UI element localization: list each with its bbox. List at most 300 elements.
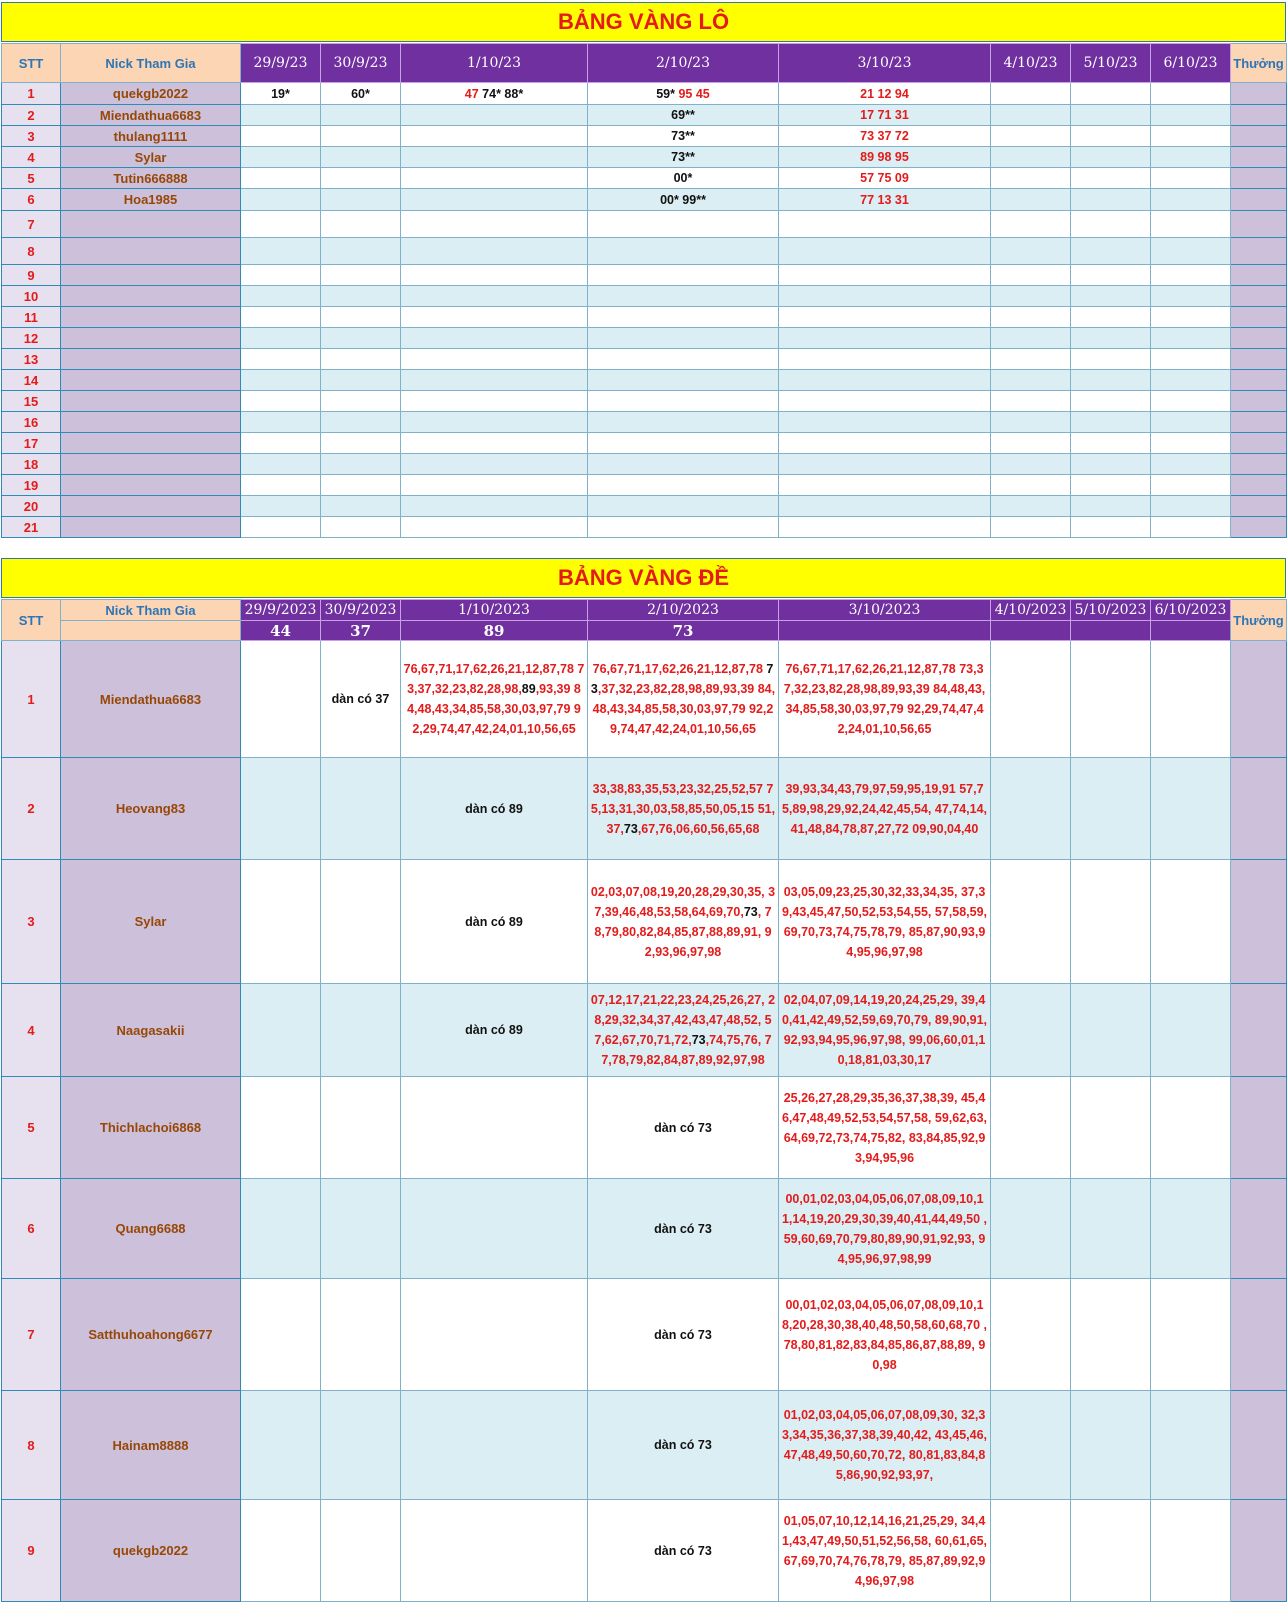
lo-cell	[588, 83, 779, 105]
de-result: 89	[401, 621, 588, 641]
lo-header-date: 30/9/23	[321, 44, 401, 83]
de-cell	[1071, 984, 1151, 1077]
lo-cell-text: 95 45	[675, 86, 710, 101]
lo-cell	[321, 370, 401, 391]
lo-cell	[401, 83, 588, 105]
lo-cell	[779, 168, 991, 189]
lo-cell	[779, 238, 991, 265]
lo-cell	[1151, 433, 1231, 454]
lo-cell	[991, 265, 1071, 286]
de-stt: 8	[2, 1391, 61, 1500]
lo-cell	[241, 433, 321, 454]
lo-thuong	[1231, 496, 1287, 517]
de-thuong	[1231, 1179, 1287, 1279]
lo-nick: Hoa1985	[61, 189, 241, 211]
de-cell	[321, 1391, 401, 1500]
lo-cell	[588, 168, 779, 189]
de-header-date: 4/10/2023	[991, 600, 1071, 621]
de-cell	[779, 1500, 991, 1602]
de-cell	[401, 1391, 588, 1500]
lo-cell	[401, 238, 588, 265]
de-cell	[991, 1179, 1071, 1279]
de-row	[2, 1500, 1287, 1602]
lo-thuong	[1231, 168, 1287, 189]
lo-cell	[321, 286, 401, 307]
lo-header-date: 4/10/23	[991, 44, 1071, 83]
lo-cell	[779, 517, 991, 538]
lo-stt: 14	[2, 370, 61, 391]
lo-thuong	[1231, 126, 1287, 147]
lo-cell-text: 69**	[671, 108, 695, 122]
lo-cell	[1151, 370, 1231, 391]
de-cell	[1151, 758, 1231, 860]
de-header-date: 1/10/2023	[401, 600, 588, 621]
lo-cell-text: 00*	[673, 171, 693, 185]
de-cell	[241, 1500, 321, 1602]
lo-header-date: 3/10/23	[779, 44, 991, 83]
lo-cell	[241, 265, 321, 286]
de-cell-text: , 78,79,80,82,84,85,87,88,89,91, 92,93,96,97,98	[594, 904, 772, 959]
lo-cell	[779, 286, 991, 307]
lo-cell	[588, 454, 779, 475]
de-cell	[241, 1279, 321, 1391]
lo-row	[2, 265, 1287, 286]
lo-cell	[321, 328, 401, 349]
lo-cell	[241, 496, 321, 517]
lo-thuong	[1231, 286, 1287, 307]
lo-thuong	[1231, 391, 1287, 412]
lo-cell	[321, 105, 401, 126]
lo-nick	[61, 454, 241, 475]
lo-cell	[1151, 454, 1231, 475]
lo-cell	[401, 328, 588, 349]
lo-cell	[401, 370, 588, 391]
lo-cell	[401, 126, 588, 147]
lo-thuong	[1231, 328, 1287, 349]
de-row	[2, 1179, 1287, 1279]
de-cell-text: 25,26,27,28,29,35,36,37,38,39, 45,46,47,48,49,52,53,54,57,58, 59,62,63,64,69,72,73,74,75,82, 83,84,85,92,93,94,95,96	[781, 1090, 988, 1165]
lo-cell-text: 19*	[271, 86, 290, 101]
lo-cell-text: 73 37 72	[860, 129, 909, 143]
lo-cell	[241, 454, 321, 475]
de-cell	[779, 758, 991, 860]
lo-cell	[1151, 349, 1231, 370]
de-nick: Heovang83	[61, 758, 241, 860]
lo-nick	[61, 517, 241, 538]
de-result: 37	[321, 621, 401, 641]
lo-row	[2, 168, 1287, 189]
lo-cell	[991, 168, 1071, 189]
de-result	[1071, 621, 1151, 641]
de-cell	[241, 758, 321, 860]
lo-stt: 5	[2, 168, 61, 189]
de-cell	[321, 1077, 401, 1179]
lo-header-nick: Nick Tham Gia	[61, 44, 241, 83]
de-cell-text: dàn có 37	[331, 692, 390, 706]
lo-nick: Miendathua6683	[61, 105, 241, 126]
lo-thuong	[1231, 211, 1287, 238]
lo-cell	[321, 238, 401, 265]
lo-cell	[1071, 307, 1151, 328]
lo-thuong	[1231, 412, 1287, 433]
de-thuong	[1231, 1077, 1287, 1179]
de-cell	[1071, 1391, 1151, 1500]
lo-row	[2, 370, 1287, 391]
de-cell	[401, 1279, 588, 1391]
lo-cell	[1071, 83, 1151, 105]
de-cell	[321, 1279, 401, 1391]
lo-cell	[779, 391, 991, 412]
lo-cell	[991, 238, 1071, 265]
lo-cell	[1071, 211, 1151, 238]
lo-cell-text: 17 71 31	[860, 108, 909, 122]
de-cell-text: 73	[590, 662, 774, 696]
lo-cell	[1071, 391, 1151, 412]
lo-nick: quekgb2022	[61, 83, 241, 105]
lo-cell	[588, 238, 779, 265]
lo-cell	[1071, 238, 1151, 265]
de-cell-text: 01,05,07,10,12,14,16,21,25,29, 34,41,43,47,49,50,51,52,56,58, 60,61,65,67,69,70,74,76,78,79, 85,87,89,92,94,96,97,98	[781, 1513, 988, 1588]
de-header-date: 3/10/2023	[779, 600, 991, 621]
lo-cell	[991, 349, 1071, 370]
lo-cell	[588, 475, 779, 496]
lo-cell	[401, 412, 588, 433]
de-cell	[588, 1077, 779, 1179]
lo-cell	[401, 286, 588, 307]
lo-stt: 16	[2, 412, 61, 433]
de-cell	[401, 1179, 588, 1279]
lo-cell	[321, 517, 401, 538]
lo-row	[2, 211, 1287, 238]
lo-header-stt: STT	[2, 44, 61, 83]
de-cell-text: 07,12,17,21,22,23,24,25,26,27, 28,29,32,34,37,42,43,47,48,52, 57,62,67,70,71,72,	[590, 993, 776, 1047]
lo-nick: thulang1111	[61, 126, 241, 147]
lo-stt: 20	[2, 496, 61, 517]
lo-cell	[241, 349, 321, 370]
lo-cell	[1151, 147, 1231, 168]
lo-cell	[1151, 168, 1231, 189]
de-nick: quekgb2022	[61, 1500, 241, 1602]
lo-cell	[588, 433, 779, 454]
lo-cell	[991, 496, 1071, 517]
lo-stt: 18	[2, 454, 61, 475]
lo-cell	[321, 496, 401, 517]
lo-stt: 19	[2, 475, 61, 496]
de-cell-text: 73	[623, 821, 638, 836]
lo-cell	[1151, 105, 1231, 126]
de-cell	[401, 984, 588, 1077]
lo-cell	[1151, 517, 1231, 538]
lo-cell	[1151, 211, 1231, 238]
lo-cell	[991, 433, 1071, 454]
lo-cell	[241, 211, 321, 238]
de-cell	[991, 1391, 1071, 1500]
de-header-stt: STT	[2, 600, 61, 641]
lo-nick	[61, 433, 241, 454]
de-cell	[241, 641, 321, 758]
lo-header-date: 2/10/23	[588, 44, 779, 83]
de-cell	[991, 984, 1071, 1077]
lo-cell	[241, 105, 321, 126]
lo-cell	[991, 307, 1071, 328]
lo-cell	[991, 147, 1071, 168]
lo-thuong	[1231, 147, 1287, 168]
de-cell-text: 33,38,83,35,53,23,32,25,52,57 75,13,31,30,03,58,85,50,05,15 51,37,	[590, 781, 776, 836]
lo-row	[2, 391, 1287, 412]
lo-thuong	[1231, 105, 1287, 126]
lo-nick	[61, 412, 241, 433]
de-cell	[1151, 641, 1231, 758]
lo-cell	[1071, 454, 1151, 475]
de-cell-text: 73	[743, 904, 758, 919]
lo-cell	[588, 328, 779, 349]
de-cell	[401, 758, 588, 860]
de-cell	[401, 1500, 588, 1602]
de-cell	[241, 860, 321, 984]
lo-cell	[321, 475, 401, 496]
de-cell	[588, 1179, 779, 1279]
lo-cell	[401, 265, 588, 286]
de-nick: Hainam8888	[61, 1391, 241, 1500]
lo-cell	[321, 126, 401, 147]
lo-row	[2, 286, 1287, 307]
lo-thuong	[1231, 265, 1287, 286]
lo-cell-text: 59*	[656, 86, 675, 101]
de-cell	[779, 860, 991, 984]
lo-nick	[61, 328, 241, 349]
lo-cell	[401, 147, 588, 168]
de-cell-text: dàn có 89	[465, 801, 523, 816]
de-cell	[991, 641, 1071, 758]
de-row	[2, 758, 1287, 860]
de-cell	[241, 1179, 321, 1279]
lo-cell	[779, 307, 991, 328]
lo-cell	[1071, 328, 1151, 349]
lo-row	[2, 412, 1287, 433]
de-row	[2, 1391, 1287, 1500]
lo-cell	[991, 454, 1071, 475]
de-cell	[779, 1077, 991, 1179]
lo-cell	[588, 189, 779, 211]
lo-cell	[321, 412, 401, 433]
lo-cell	[241, 126, 321, 147]
lo-cell	[401, 105, 588, 126]
de-cell	[241, 984, 321, 1077]
lo-cell	[779, 83, 991, 105]
de-cell	[321, 1179, 401, 1279]
lo-cell	[401, 454, 588, 475]
de-cell	[588, 758, 779, 860]
de-cell-text: 03,05,09,23,25,30,32,33,34,35, 37,39,43,45,47,50,52,53,54,55, 57,58,59,69,70,73,74,75,78,79, 85,87,90,93,94,95,96,97,98	[781, 884, 988, 959]
lo-cell	[779, 349, 991, 370]
lo-header-date: 1/10/23	[401, 44, 588, 83]
de-nick: Satthuhoahong6677	[61, 1279, 241, 1391]
de-cell	[1151, 1391, 1231, 1500]
lo-cell	[1151, 496, 1231, 517]
lo-thuong	[1231, 433, 1287, 454]
de-cell	[321, 860, 401, 984]
de-header-date: 30/9/2023	[321, 600, 401, 621]
lo-cell	[779, 328, 991, 349]
de-cell	[1071, 1077, 1151, 1179]
de-stt: 4	[2, 984, 61, 1077]
lo-header-date: 29/9/23	[241, 44, 321, 83]
lo-cell	[991, 126, 1071, 147]
lo-cell	[1151, 189, 1231, 211]
de-cell-text: dàn có 73	[654, 1120, 712, 1135]
lo-cell	[241, 517, 321, 538]
lo-cell	[321, 349, 401, 370]
de-cell	[401, 860, 588, 984]
lo-cell	[1071, 105, 1151, 126]
de-cell	[1071, 641, 1151, 758]
de-nick: Thichlachoi6868	[61, 1077, 241, 1179]
de-cell	[1071, 1500, 1151, 1602]
de-cell-text: dàn có 73	[654, 1327, 712, 1342]
lo-cell	[779, 496, 991, 517]
lo-cell	[588, 105, 779, 126]
lo-cell-text: 00* 99**	[660, 192, 706, 207]
lo-cell	[241, 168, 321, 189]
lo-row	[2, 349, 1287, 370]
lo-cell	[1071, 475, 1151, 496]
lo-row	[2, 454, 1287, 475]
de-table	[1, 599, 1287, 1602]
lo-cell	[991, 475, 1071, 496]
de-cell	[1151, 1077, 1231, 1179]
de-header-date: 6/10/2023	[1151, 600, 1231, 621]
de-row	[2, 1279, 1287, 1391]
lo-row	[2, 517, 1287, 538]
de-header-nick-blank	[61, 621, 241, 641]
de-cell	[588, 1500, 779, 1602]
lo-cell	[321, 391, 401, 412]
de-cell	[991, 1077, 1071, 1179]
lo-cell	[1071, 147, 1151, 168]
de-header-date: 29/9/2023	[241, 600, 321, 621]
de-cell-text: 39,93,34,43,79,97,59,95,19,91 57,75,89,98,29,92,24,42,45,54, 47,74,14,41,48,84,78,87,27,72 09,90,04,40	[781, 781, 988, 836]
lo-nick	[61, 370, 241, 391]
lo-stt: 7	[2, 211, 61, 238]
lo-cell	[321, 454, 401, 475]
lo-thuong	[1231, 370, 1287, 391]
lo-title-banner: BẢNG VÀNG LÔ	[1, 2, 1286, 42]
lo-cell	[1151, 126, 1231, 147]
de-result: 73	[588, 621, 779, 641]
lo-nick	[61, 391, 241, 412]
lo-cell	[401, 189, 588, 211]
lo-cell	[1151, 328, 1231, 349]
de-cell	[401, 641, 588, 758]
lo-cell-text: 73**	[671, 129, 695, 143]
lo-cell	[588, 147, 779, 168]
de-thuong	[1231, 641, 1287, 758]
lo-row	[2, 475, 1287, 496]
de-cell-text: dàn có 73	[654, 1438, 712, 1452]
lo-cell	[401, 349, 588, 370]
lo-stt: 13	[2, 349, 61, 370]
lo-cell	[991, 83, 1071, 105]
lo-cell	[1071, 286, 1151, 307]
de-header-date: 5/10/2023	[1071, 600, 1151, 621]
lo-cell	[779, 412, 991, 433]
de-cell-text: 76,67,71,17,62,26,21,12,87,78 73,37,32,23,82,28,98,89,93,39 84,48,43,34,85,58,30,03,97,79 92,29,74,47,42,24,01,10,56,65	[783, 662, 986, 736]
de-cell	[588, 641, 779, 758]
lo-cell	[401, 168, 588, 189]
de-row	[2, 641, 1287, 758]
de-cell-text: ,74,75,76, 77,78,79,82,84,87,89,92,97,98	[601, 1033, 772, 1067]
de-stt: 2	[2, 758, 61, 860]
de-header-nick: Nick Tham Gia	[61, 600, 241, 621]
de-cell	[779, 641, 991, 758]
de-cell	[991, 860, 1071, 984]
lo-cell	[321, 433, 401, 454]
de-cell-text: 02,03,07,08,19,20,28,29,30,35, 37,39,46,48,53,58,64,69,70,	[590, 884, 776, 919]
lo-stt: 4	[2, 147, 61, 168]
lo-header-date: 5/10/23	[1071, 44, 1151, 83]
lo-cell	[241, 286, 321, 307]
lo-cell	[1071, 168, 1151, 189]
lo-row	[2, 147, 1287, 168]
lo-cell	[321, 189, 401, 211]
de-cell-text: 76,67,71,17,62,26,21,12,87,78	[592, 662, 767, 676]
lo-cell	[588, 412, 779, 433]
lo-cell	[241, 328, 321, 349]
lo-cell-text: 77 13 31	[860, 192, 909, 207]
de-cell	[321, 984, 401, 1077]
lo-thuong	[1231, 517, 1287, 538]
lo-row	[2, 496, 1287, 517]
lo-cell	[241, 238, 321, 265]
lo-cell	[1071, 349, 1151, 370]
de-nick: Naagasakii	[61, 984, 241, 1077]
lo-cell	[779, 370, 991, 391]
de-nick: Quang6688	[61, 1179, 241, 1279]
lo-stt: 10	[2, 286, 61, 307]
lo-cell	[991, 370, 1071, 391]
de-cell-text: ,93,39 84,48,43,34,85,58,30,03,97,79 92,29,74,47,42,24,01,10,56,65	[407, 682, 581, 736]
lo-thuong	[1231, 475, 1287, 496]
de-cell	[1151, 1179, 1231, 1279]
lo-cell	[1151, 391, 1231, 412]
lo-cell	[401, 433, 588, 454]
lo-cell	[991, 211, 1071, 238]
de-cell	[1151, 860, 1231, 984]
lo-cell	[779, 433, 991, 454]
lo-stt: 8	[2, 238, 61, 265]
lo-cell	[779, 211, 991, 238]
lo-cell-text: 21 12 94	[860, 86, 909, 101]
de-cell-text: dàn có 89	[465, 914, 523, 929]
lo-cell	[241, 391, 321, 412]
de-cell	[321, 641, 401, 758]
lo-cell	[401, 307, 588, 328]
de-cell	[779, 1279, 991, 1391]
lo-cell-text: 73**	[671, 150, 695, 164]
lo-thuong	[1231, 307, 1287, 328]
de-row	[2, 860, 1287, 984]
lo-cell	[321, 147, 401, 168]
de-cell	[779, 1179, 991, 1279]
de-stt: 5	[2, 1077, 61, 1179]
lo-cell	[991, 517, 1071, 538]
lo-cell	[779, 454, 991, 475]
lo-cell	[321, 83, 401, 105]
lo-nick	[61, 211, 241, 238]
de-stt: 9	[2, 1500, 61, 1602]
de-cell	[588, 1279, 779, 1391]
lo-cell	[588, 286, 779, 307]
